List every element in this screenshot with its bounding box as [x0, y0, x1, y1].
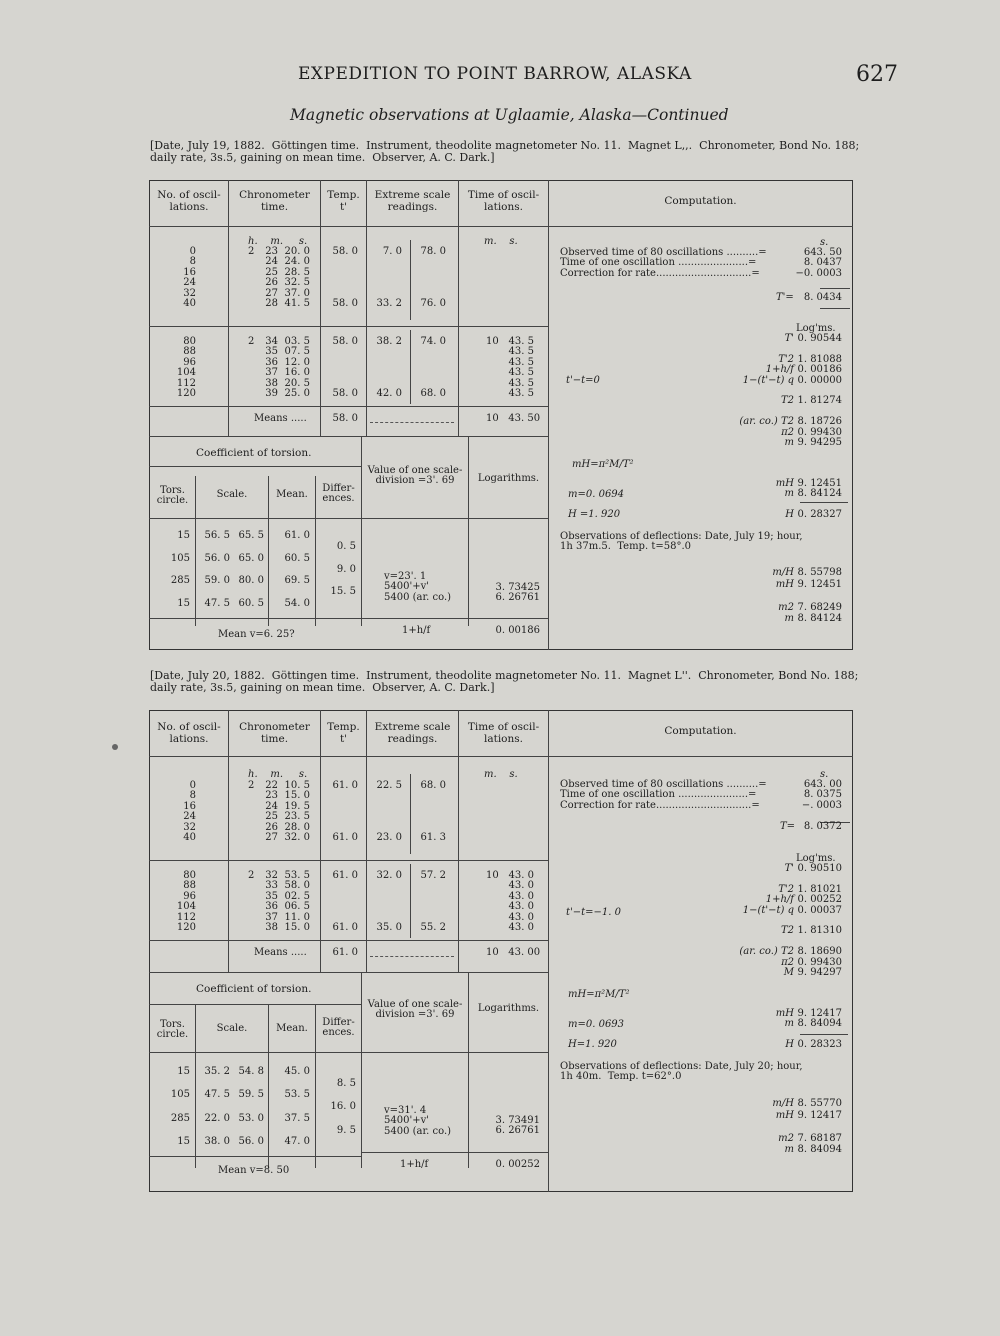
- obs2-log-values3: 8. 55770 9. 12417 7. 68187 8. 84094: [797, 1098, 842, 1156]
- obs2-diff-header: Differ- ences.: [322, 1017, 355, 1039]
- obs2-temp-a2: 61. 0: [332, 832, 358, 843]
- obs2-ext-a1: 22. 5: [376, 780, 402, 791]
- obs2-header-chronometer: Chronometer time.: [239, 721, 310, 745]
- obs1-oscillations-b: 80 88 96 104 112 120: [176, 336, 196, 400]
- obs1-scale-header: Scale.: [216, 489, 248, 500]
- obs2-scale-header: Scale.: [216, 1023, 248, 1034]
- obs1-chron-sec-b: 03. 5 07. 5 12. 0 16. 0 20. 5 25. 0: [284, 336, 310, 400]
- obs1-log-labels3: m/H mH m2 m: [772, 567, 794, 625]
- obs2-header-extreme: Extreme scale readings.: [374, 721, 451, 745]
- obs2-oscillations-a: 0 8 16 24 32 40: [183, 780, 196, 844]
- obs2-header-time: Time of oscil- lations.: [467, 721, 540, 745]
- obs2-diffs: 8. 5 16. 0 9. 5: [330, 1078, 356, 1136]
- page-subtitle: Magnetic observations at Uglaamie, Alaska—Continued: [290, 106, 729, 124]
- obs1-ext-a1: 7. 0: [382, 246, 402, 257]
- obs1-temp-a2: 58. 0: [332, 298, 358, 309]
- obs2-chron-sec-a: 10. 5 15. 0 19. 5 23. 5 28. 0 32. 0: [284, 780, 310, 844]
- obs2-one-plus: 1+h/f: [400, 1159, 429, 1170]
- obs1-ext-a2b: 76. 0: [420, 298, 446, 309]
- obs2-temp-b1: 61. 0: [332, 870, 358, 881]
- obs1-T-label: T'=: [776, 292, 794, 303]
- obs1-chron-sec-a: 20. 0 24. 0 28. 5 32. 5 37. 0 41. 5: [284, 246, 310, 310]
- obs1-value-header: [362, 466, 468, 487]
- obs1-means-temp: 58. 0: [332, 413, 358, 424]
- obs1-tors-header: Tors. circle.: [156, 485, 189, 507]
- obs1-one-plus: 1+h/f: [402, 625, 431, 636]
- obs1-deflections: Observations of deflections: Date, July 19; hour, 1h 37m.5. Temp. t=58°.0: [560, 531, 803, 553]
- obs1-ext-b1b: 74. 0: [420, 336, 446, 347]
- obs2-temp-a1: 61. 0: [332, 780, 358, 791]
- obs1-log-header: Logarithms.: [477, 473, 540, 484]
- obs2-chron-min-a: 22 23 24 25 26 27: [265, 780, 278, 844]
- obs2-ext-b1: 32. 0: [376, 870, 402, 881]
- obs1-comp-lines: Observed time of 80 oscillations ..........= Time of one oscillation ......................= Correction for rate..............................=: [560, 247, 767, 279]
- obs1-header-extreme: Extreme scale readings.: [374, 189, 451, 213]
- obs2-value-header-1: Value of one scale-: [367, 999, 463, 1010]
- obs2-ext-a1b: 68. 0: [420, 780, 446, 791]
- obs2-temp-b2: 61. 0: [332, 922, 358, 933]
- page-margin-mark: [112, 744, 118, 750]
- obs1-v-text: v=23'. 1 5400'+v' 5400 (ar. co.): [384, 571, 452, 603]
- obs1-logms: Log'ms.: [796, 323, 836, 334]
- obs2-v-text: v=31'. 4 5400'+v' 5400 (ar. co.): [384, 1105, 452, 1137]
- obs2-log-values: 0. 90510 1. 81021 0. 00252 0. 00037 1. 81310 8. 18690 0. 99430 9. 94297: [797, 863, 842, 979]
- obs2-comp-lines: Observed time of 80 oscillations ..........= Time of one oscillation ......................= Correction for rate..............................=: [560, 779, 767, 811]
- obs1-log-labels: T' T'2 1+h/f 1−(t'−t) q T2 (ar. co.) T2 π2 m: [739, 333, 794, 449]
- obs1-ext-a2: 33. 2: [376, 298, 402, 309]
- obs1-ext-b2b: 68. 0: [420, 388, 446, 399]
- obs1-log-values2: 9. 12451 8. 84124 0. 28327: [797, 478, 842, 521]
- obs2-value-header: [362, 1000, 468, 1021]
- obs1-log-labels2: mH m H: [775, 478, 794, 521]
- obs2-log-labels2: mH m H: [775, 1008, 794, 1051]
- obs2-ext-b2b: 55. 2: [420, 922, 446, 933]
- obs1-temp-a1: 58. 0: [332, 246, 358, 257]
- page-number: 627: [856, 62, 898, 87]
- obs2-H-value: H=1. 920: [568, 1039, 617, 1050]
- obs1-header-chronometer: Chronometer time.: [239, 189, 310, 213]
- obs2-t-diff: t'−t=−1. 0: [566, 907, 622, 918]
- obs2-chron-sec-b: 53. 5 58. 0 02. 5 06. 5 11. 0 15. 0: [284, 870, 310, 934]
- obs2-one-plus-log: 0. 00252: [495, 1159, 540, 1170]
- obs1-scale-b: 65. 5 65. 0 80. 0 60. 5: [238, 530, 264, 609]
- obs1-log-values: 0. 90544 1. 81088 0. 00186 0. 00000 1. 81274 8. 18726 0. 99430 9. 94295: [797, 333, 842, 449]
- obs2-mean-header: Mean.: [276, 1023, 308, 1034]
- obs2-means-time: 10 43. 00: [486, 947, 541, 958]
- obs2-means-temp: 61. 0: [332, 947, 358, 958]
- obs2-log-values2: 9. 12417 8. 84094 0. 28323: [797, 1008, 842, 1051]
- obs1-mean-header: Mean.: [276, 489, 308, 500]
- obs1-time-sec: 43. 5 43. 5 43. 5 43. 5 43. 5 43. 5: [508, 336, 534, 400]
- obs2-comp-values: 643. 00 8. 0375 −. 0003: [801, 779, 842, 811]
- obs1-m-value: m=0. 0694: [568, 489, 625, 500]
- obs1-mean-values: 61. 0 60. 5 69. 5 54. 0: [284, 530, 310, 609]
- obs2-caption: [Date, July 20, 1882. Göttingen time. Instrument, theodolite magnetometer No. 11. Magnet L''. Chronometer, Bond No. 188; daily rate, 3s.5, gaining on mean time. Observer, A. C. Dark.]: [150, 669, 859, 694]
- obs1-scale-a: 56. 5 56. 0 59. 0 47. 5: [204, 530, 230, 609]
- obs2-ext-a2b: 61. 3: [420, 832, 446, 843]
- obs2-ext-a2: 23. 0: [376, 832, 402, 843]
- obs1-value-header-1: Value of one scale-: [367, 465, 463, 476]
- obs1-header-temp: Temp. t': [327, 189, 360, 213]
- obs2-scale-a: 35. 2 47. 5 22. 0 38. 0: [204, 1066, 230, 1148]
- obs2-mean-values: 45. 0 53. 5 37. 5 47. 0: [284, 1066, 310, 1148]
- obs2-comp-s: s.: [820, 769, 829, 780]
- obs1-header-computation: Computation.: [664, 195, 737, 207]
- obs2-header-temp: Temp. t': [327, 721, 360, 745]
- obs2-T-value: 8. 0372: [803, 821, 842, 832]
- obs2-chron-hour-b: 2: [248, 870, 255, 881]
- obs1-means-time: 10 43. 50: [486, 413, 541, 424]
- obs1-ext-a1b: 78. 0: [420, 246, 446, 257]
- obs2-chron-min-b: 32 33 35 36 37 38: [265, 870, 278, 934]
- obs2-log-labels: T' T'2 1+h/f 1−(t'−t) q T2 (ar. co.) T2 π2 M: [739, 863, 794, 979]
- obs1-oscillations-a: 0 8 16 24 32 40: [183, 246, 196, 310]
- obs2-header-computation: Computation.: [664, 725, 737, 737]
- obs2-hms-head: h. m. s.: [248, 769, 308, 780]
- obs1-chron-min-b: 34 35 36 37 38 39: [265, 336, 278, 400]
- obs1-caption: [Date, July 19, 1882. Göttingen time. Instrument, theodolite magnetometer No. 11. Magnet L,,. Chronometer, Bond No. 188; daily rate, 3s.5, gaining on mean time. Observer, A. C. Dark.]: [150, 139, 860, 164]
- obs1-comp-s: s.: [820, 237, 829, 248]
- obs1-v-logs: 3. 73425 6. 26761: [495, 582, 540, 604]
- obs2-v-logs: 3. 73491 6. 26761: [495, 1115, 540, 1137]
- obs1-diffs: 0. 5 9. 0 15. 5: [330, 541, 356, 598]
- obs2-mean-v: Mean v=8. 50: [218, 1165, 290, 1176]
- obs2-tors-header: Tors. circle.: [156, 1019, 189, 1041]
- obs1-T-value: 8. 0434: [803, 292, 842, 303]
- obs2-coef-header: Coefficient of torsion.: [196, 983, 312, 995]
- obs2-means-label: Means .....: [254, 947, 307, 958]
- obs2-oscillations-b: 80 88 96 104 112 120: [176, 870, 196, 934]
- obs1-time-min: 10: [486, 336, 499, 347]
- obs1-one-plus-log: 0. 00186: [495, 625, 540, 636]
- obs2-logms: Log'ms.: [796, 853, 836, 864]
- obs1-means-label: Means .....: [254, 413, 307, 424]
- obs1-ext-b2: 42. 0: [376, 388, 402, 399]
- obs2-header-oscillations: No. of oscil- lations.: [157, 721, 221, 745]
- obs2-deflections: Observations of deflections: Date, July 20; hour, 1h 40m. Temp. t=62°.0: [560, 1061, 803, 1083]
- obs1-temp-b2: 58. 0: [332, 388, 358, 399]
- obs2-ext-b2: 35. 0: [376, 922, 402, 933]
- obs1-ext-b1: 38. 2: [376, 336, 402, 347]
- obs2-tors-values: 15 105 285 15: [170, 1066, 190, 1148]
- obs2-time-min: 10: [486, 870, 499, 881]
- obs2-chron-hour-a: 2: [248, 780, 255, 791]
- obs2-time-sec: 43. 0 43. 0 43. 0 43. 0 43. 0 43. 0: [508, 870, 534, 934]
- obs2-ms-head: m. s.: [484, 769, 518, 780]
- obs1-chron-hour-a: 2: [248, 246, 255, 257]
- obs1-value-header-2: division =3'. 69: [375, 475, 455, 487]
- obs1-chron-hour-b: 2: [248, 336, 255, 347]
- obs1-ms-head: m. s.: [484, 236, 518, 247]
- obs2-m-value: m=0. 0693: [568, 1019, 625, 1030]
- obs1-mH-formula: mH=π²M/T²: [572, 459, 634, 470]
- obs2-scale-b: 54. 8 59. 5 53. 0 56. 0: [238, 1066, 264, 1148]
- obs2-log-header: Logarithms.: [477, 1003, 540, 1014]
- obs1-mean-v: Mean v=6. 25?: [218, 629, 295, 640]
- obs2-ext-b1b: 57. 2: [420, 870, 446, 881]
- obs1-tors-values: 15 105 285 15: [170, 530, 190, 609]
- obs1-header-time: Time of oscil- lations.: [467, 189, 540, 213]
- obs1-diff-header: Differ- ences.: [322, 483, 355, 505]
- obs1-comp-values: 643. 50 8. 0437 −0. 0003: [795, 247, 842, 279]
- obs2-T-label: T=: [780, 821, 796, 832]
- running-title: EXPEDITION TO POINT BARROW, ALASKA: [298, 64, 692, 84]
- obs2-mH-formula: mH=π²M/T²: [568, 989, 630, 1000]
- obs1-temp-b1: 58. 0: [332, 336, 358, 347]
- obs1-t-diff: t'−t=0: [566, 375, 600, 386]
- obs2-log-labels3: m/H mH m2 m: [772, 1098, 794, 1156]
- obs1-coef-header: Coefficient of torsion.: [196, 447, 312, 459]
- obs2-value-header-2: division =3'. 69: [375, 1009, 455, 1021]
- obs1-chron-min-a: 23 24 25 26 27 28: [265, 246, 278, 310]
- obs1-H-value: H =1. 920: [568, 509, 621, 520]
- obs1-hms-head: h. m. s.: [248, 236, 308, 247]
- obs1-header-oscillations: No. of oscil- lations.: [157, 189, 221, 213]
- obs1-log-values3: 8. 55798 9. 12451 7. 68249 8. 84124: [797, 567, 842, 625]
